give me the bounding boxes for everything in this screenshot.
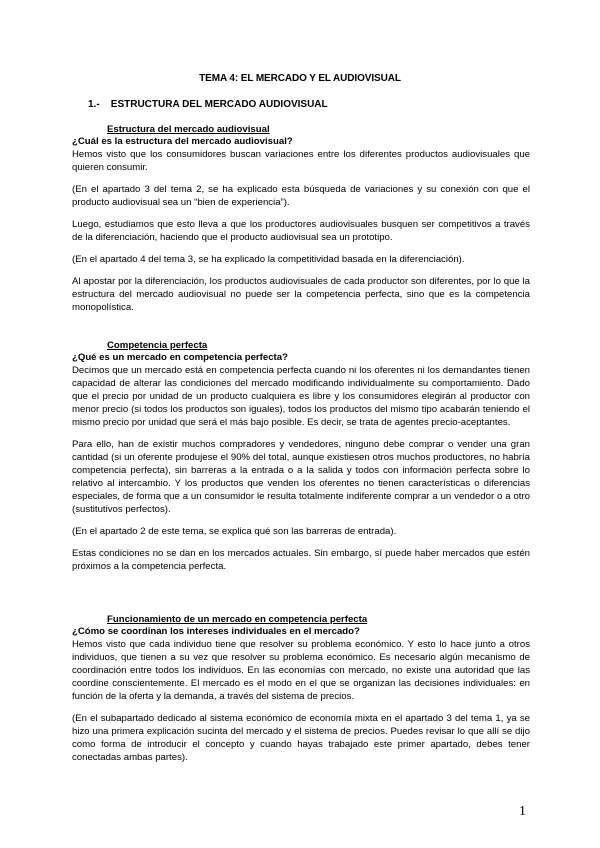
paragraph: Hemos visto que cada individuo tiene que resolver su problema económico. Y esto lo hace junto a otros individuos, que tienen a su vez que resolver su problema económico. Es necesario algún mecanismo de coordinación entre todos los individuos. En las economías con mercado, no existe una autoridad que las coordine conscientemente. El mercado es el modo en el que se organizan las decisiones individuales: en función de la oferta y la demanda, a través del sistema de precios. bbox=[72, 639, 530, 702]
paragraph: Estas condiciones no se dan en los mercados actuales. Sin embargo, sí puede haber mercados que estén próximos a la competencia perfecta. bbox=[72, 548, 530, 572]
question-funcionamiento: ¿Cómo se coordinan los intereses individuales en el mercado? bbox=[72, 626, 360, 637]
section-number: 1.- bbox=[88, 99, 100, 110]
paragraph: Decimos que un mercado está en competencia perfecta cuando ni los oferentes ni los demandantes tienen capacidad de alterar las condiciones del mercado modificando individualmente su comportamiento. Dado que el precio por unidad de un producto cualquiera es libre y los consumidores elegirán al productor con menor precio (si todos los productos son iguales), todos los productos del mismo tipo acabarán teniendo el mismo precio por unidad que será el más bajo posible. Es decir, se trata de agentes precio-aceptantes. bbox=[72, 365, 530, 428]
subsection-estructura bbox=[72, 136, 530, 314]
paragraph: (En el apartado 3 del tema 2, se ha explicado esta búsqueda de variaciones y su conexión con que el producto audiovisual sea un “bien de experiencia”). bbox=[72, 184, 530, 208]
paragraph: Al apostar por la diferenciación, los productos audiovisuales de cada productor son diferentes, por lo que la estructura del mercado audiovisual no puede ser la competencia perfecta, sino que es la competencia monopolística. bbox=[72, 276, 530, 313]
section-heading bbox=[88, 99, 328, 110]
subsection-title-competencia: Competencia perfecta bbox=[107, 340, 208, 351]
page-title: TEMA 4: EL MERCADO Y EL AUDIOVISUAL bbox=[199, 73, 401, 84]
paragraph: Para ello, han de existir muchos compradores y vendedores, ninguno debe comprar o vender una gran cantidad (si un oferente produjese el 90% del total, aunque existiesen otros muchos productores, no habría competencia perfecta), sin barreras a la entrada o a la salida y todos con información perfecta sobre lo relativo al intercambio. Y los productos que venden los oferentes no tienen características o diferencias especiales, de forma que a un consumidor le resulta totalmente indiferente comprar a un vendedor o a otro (sustitutivos perfectos). bbox=[72, 439, 530, 515]
paragraph: (En el apartado 2 de este tema, se explica qué son las barreras de entrada). bbox=[72, 526, 397, 537]
subsection-title-funcionamiento: Funcionamiento de un mercado en competencia perfecta bbox=[107, 614, 368, 625]
subsection-title-estructura: Estructura del mercado audiovisual bbox=[107, 124, 270, 135]
question-estructura: ¿Cuál es la estructura del mercado audiovisual? bbox=[72, 136, 293, 147]
subsection-funcionamiento bbox=[72, 626, 530, 764]
section-label: ESTRUCTURA DEL MERCADO AUDIOVISUAL bbox=[110, 99, 328, 110]
paragraph: (En el subapartado dedicado al sistema económico de economía mixta en el apartado 3 del tema 1, ya se hizo una primera explicación sucinta del mercado y el sistema de precios. Puedes revisar lo que allí se dijo como forma de introducir el concepto y cuando hayas trabajado este primer apartado, debes tener conectadas ambas partes). bbox=[72, 713, 530, 763]
paragraph: (En el apartado 4 del tema 3, se ha explicado la competitividad basada en la diferenciación). bbox=[72, 254, 465, 265]
subsection-competencia bbox=[72, 352, 530, 573]
paragraph: Hemos visto que los consumidores buscan variaciones entre los diferentes productos audiovisuales que quieren consumir. bbox=[72, 149, 530, 173]
paragraph: Luego, estudiamos que esto lleva a que los productores audiovisuales busquen ser competitivos a través de la diferenciación, haciendo que el producto audiovisual sea un prototipo. bbox=[72, 219, 530, 243]
page-number: 1 bbox=[519, 804, 526, 819]
question-competencia: ¿Qué es un mercado en competencia perfecta? bbox=[72, 352, 288, 363]
